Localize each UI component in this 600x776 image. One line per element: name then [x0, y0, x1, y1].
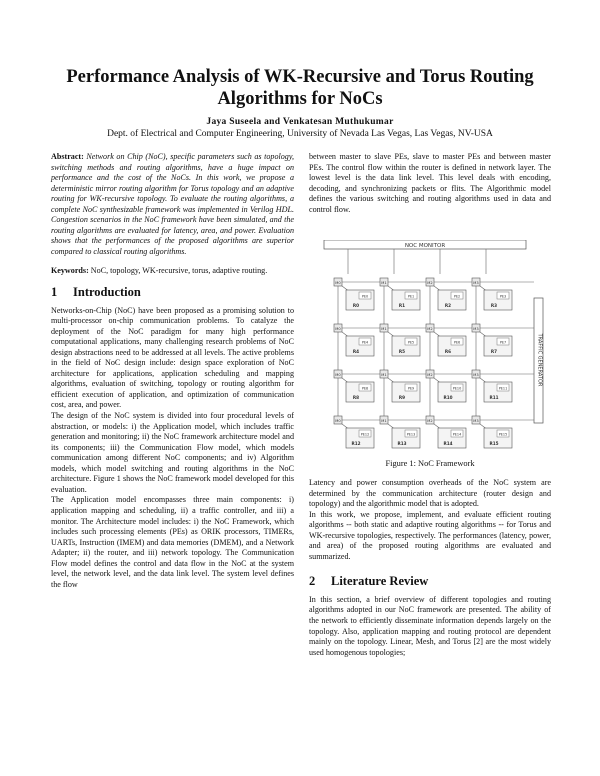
contribution-paragraph: In this work, we propose, implement, and evaluate efficient routing algorithms -- both static and adaptive routing algorithms -- for Torus and WK-recursive topologies, respectively. The performances (latency, power, and area) of the proposed routing algorithms are evaluated and summarized.	[309, 509, 551, 561]
intro-paragraph-3: The Application model encompasses three main components: i) application mapping and scheduling, ii) a traffic controller, and iii) a monitor. The Architecture model includes: i) the NoC Framework, which includes such processing elements (PEs) as ORIK processors, TIMERs, UARTs, Instruction (IMEM) and data memories (DMEM), and a Network Adapter; ii) the router, and iii) network topology. The Communication Flow model defines the control and data flow in the NoC at the system level, the network level, and the data link level. The system level defines the flow	[51, 495, 294, 589]
intro-paragraph-1: Networks-on-Chip (NoC) have been proposed as a promising solution to multi-processor on-chip communication problems. To catalyze the deployment of the NoC paradigm for many high performance computational applications, many challenging research problems of NoC design abstractions need to be addressed at all levels. The active problems in the field of NoC design include: design space exploration of NoC architecture for applications, application scheduling and mapping algorithms, evaluation of switching, topology or routing algorithm for efficient execution of application, and optimization of communication cost, area, and power.	[51, 305, 294, 410]
pe-label: PE1	[407, 294, 415, 299]
node-label: R10	[443, 395, 453, 400]
node-label: R9	[398, 395, 406, 400]
router-port-label: M3	[473, 373, 479, 377]
pe-label: PE11	[498, 386, 508, 391]
section-title: Introduction	[73, 285, 141, 300]
node-label: R6	[444, 349, 452, 354]
section-heading-introduction	[51, 287, 294, 298]
noc-monitor-label: NOC MONITOR	[404, 243, 446, 249]
node-label: R15	[489, 441, 499, 446]
router-port-label: M0	[335, 281, 341, 285]
authors: Jaya Suseela and Venkatesan Muthukumar	[206, 117, 394, 127]
node-label: R14	[443, 441, 453, 446]
pe-label: PE6	[453, 340, 461, 345]
abstract-label: Abstract:	[51, 152, 84, 161]
right-column-bottom	[309, 478, 551, 658]
pe-label: PE12	[360, 432, 370, 437]
keywords-label: Keywords:	[51, 266, 89, 276]
node-label: R3	[490, 303, 498, 308]
router-port-label: M3	[473, 327, 479, 331]
router-port-label: M0	[335, 327, 341, 331]
router-port-label: M2	[427, 327, 433, 331]
pe-label: PE3	[499, 294, 507, 299]
node-label: R1	[398, 303, 406, 308]
paper-title: Performance Analysis of WK-Recursive and Torus Routing Algorithms for NoCs	[66, 67, 534, 109]
node-label: R2	[444, 303, 452, 308]
router-port-label: M3	[473, 281, 479, 285]
left-column	[51, 152, 294, 590]
router-port-label: M3	[473, 419, 479, 423]
pe-label: PE0	[361, 294, 369, 299]
affiliation: Dept. of Electrical and Computer Engineering, University of Nevada Las Vegas, Las Vegas, NV-USA	[107, 129, 493, 139]
pe-label: PE14	[452, 432, 462, 437]
node-label: R5	[398, 349, 406, 354]
node-label: R7	[490, 349, 498, 354]
abstract	[51, 152, 294, 257]
router-port-label: M1	[381, 419, 387, 423]
section-title: Literature Review	[331, 574, 429, 589]
flow-paragraph: between master to slave PEs, slave to master PEs and between master PEs. The control flow within the router is defined in network layer. The lowest level is the data link level. This level deals with encoding, decoding, and synchronizing packets or flits. The Algorithmic model defines the various switching and routing algorithms used in data and control flow.	[309, 152, 551, 214]
node-label: R0	[352, 303, 360, 308]
pe-label: PE4	[361, 340, 369, 345]
keywords	[51, 266, 294, 277]
router-port-label: M0	[335, 419, 341, 423]
literature-paragraph: In this section, a brief overview of different topologies and routing algorithms adopted in our NoC framework are presented. The ability of the network to efficiently disseminate information depends largely on the topology. Also, application mapping and routing protocol are dependent mainly on the topology. Linear, Mesh, and Torus [2] are the most widely used homogenous topologies;	[309, 594, 551, 657]
keywords-text: NoC, topology, WK-recursive, torus, adaptive routing.	[90, 266, 268, 276]
intro-paragraph-2: The design of the NoC system is divided into four procedural levels of abstraction, or models: i) the Application model, which includes traffic generation and monitoring; ii) the NoC framework architecture model and its components; iii) the Communication Flow model, which models communication among different NoC components; and iv) Algorithm models, which model switching and routing algorithms in the NoC architecture. Figure 1 shows the NoC framework model developed for this evaluation.	[51, 411, 294, 494]
section-number: 1	[51, 285, 58, 300]
overhead-paragraph: Latency and power consumption overheads of the NoC system are determined by the communication architecture (router design and topology) and the algorithmic model that is adopted.	[309, 478, 551, 509]
pe-label: PE13	[406, 432, 416, 437]
right-column-top	[309, 152, 551, 215]
pe-label: PE5	[407, 340, 415, 345]
router-port-label: M2	[427, 281, 433, 285]
pe-label: PE9	[407, 386, 415, 391]
node-label: R12	[351, 441, 361, 446]
pe-label: PE15	[498, 432, 508, 437]
node-label: R13	[397, 441, 407, 446]
pe-label: PE7	[499, 340, 507, 345]
pe-label: PE8	[361, 386, 369, 391]
noc-framework-diagram	[322, 240, 550, 455]
abstract-text: Network on Chip (NoC), specific parameters such as topology, switching methods and routing algorithms, have a huge impact on performance and the cost of the NoCs. In this work, we propose a deterministic mirror routing algorithm for Torus topology and an adaptive routing for WK-recursive topology. To evaluate the routing algorithms, a complete NoC synthesizable framework was implemented in Verilog HDL. Congestion scenarios in the NoC framework have been simulated, and the routing algorithms are evaluated for latency, area, and power. Evaluation shows that the performances of the proposed algorithms are superior compared to classical routing algorithms.	[51, 152, 294, 256]
router-port-label: M2	[427, 419, 433, 423]
pe-label: PE10	[452, 386, 462, 391]
router-port-label: M1	[381, 281, 387, 285]
figure-caption: Figure 1: NoC Framework	[385, 459, 475, 468]
node-label: R4	[352, 349, 360, 354]
pe-label: PE2	[453, 294, 461, 299]
section-number: 2	[309, 574, 316, 589]
router-port-label: M2	[427, 373, 433, 377]
router-port-label: M1	[381, 373, 387, 377]
section-heading-literature	[309, 576, 551, 587]
router-port-label: M0	[335, 373, 341, 377]
node-label: R8	[352, 395, 360, 400]
node-label: R11	[489, 395, 499, 400]
router-port-label: M1	[381, 327, 387, 331]
traffic-generator-label: TRAFFIC GENERATOR	[536, 333, 543, 387]
noc-framework-figure	[322, 240, 550, 455]
